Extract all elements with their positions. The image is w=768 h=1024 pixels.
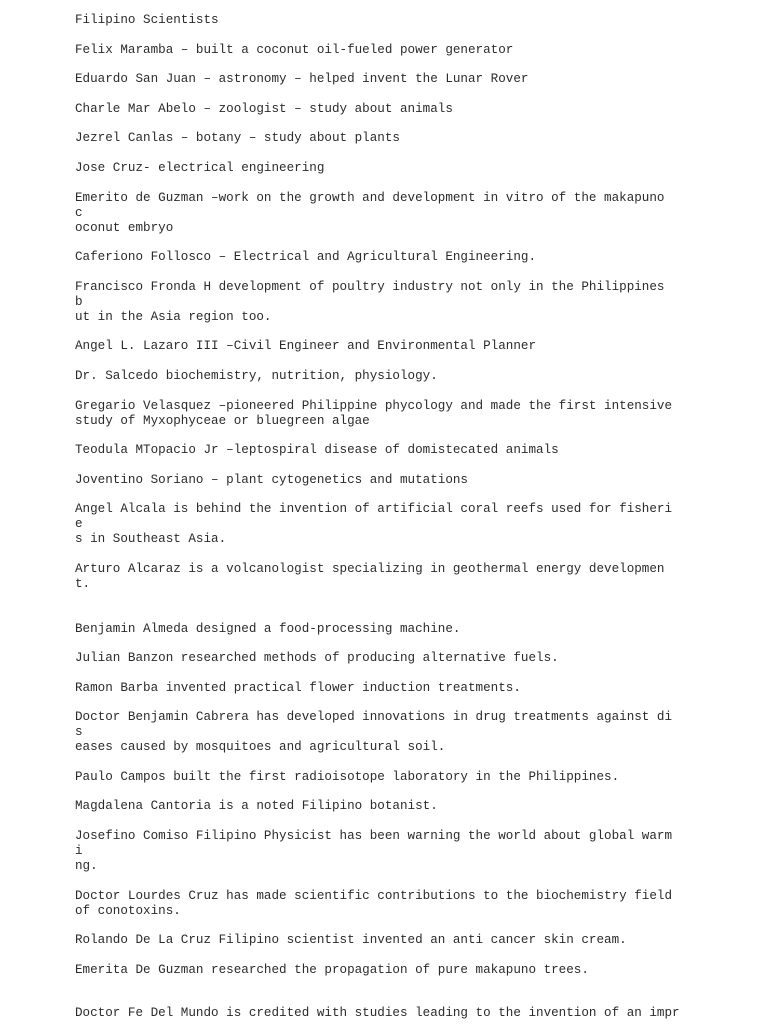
entry-line: Emerito de Guzman –work on the growth and development in vitro of the makapuno c oconut embryo — [75, 190, 665, 235]
entry-line: Doctor Lourdes Cruz has made scientific contributions to the biochemistry field of conotoxins. — [75, 888, 673, 918]
entry-line: Angel L. Lazaro III –Civil Engineer and Environmental Planner — [75, 339, 537, 354]
entry-line: Charle Mar Abelo – zoologist – study about animals — [75, 101, 453, 116]
entry-line: Eduardo San Juan – astronomy – helped invent the Lunar Rover — [75, 72, 529, 87]
entry-line: Francisco Fronda H development of poultry industry not only in the Philippines b ut in the Asia region too. — [75, 279, 665, 324]
document-title: Filipino Scientists — [75, 13, 219, 27]
entry-line: Ramon Barba invented practical flower induction treatments. — [75, 680, 521, 695]
entry-line: Caferiono Follosco – Electrical and Agricultural Engineering. — [75, 250, 537, 265]
entry-line: Emerita De Guzman researched the propagation of pure makapuno trees. — [75, 962, 589, 977]
entry-line: Benjamin Almeda designed a food-processing machine. — [75, 621, 461, 636]
entry-line: Jose Cruz- electrical engineering — [75, 160, 325, 175]
entry-line: Paulo Campos built the first radioisotope laboratory in the Philippines. — [75, 769, 620, 784]
entry-line: Jezrel Canlas – botany – study about plants — [75, 131, 400, 146]
entry-line: Magdalena Cantoria is a noted Filipino botanist. — [75, 799, 438, 814]
entry-line: Felix Maramba – built a coconut oil-fueled power generator — [75, 42, 514, 57]
truncated-entry-line: Doctor Fe Del Mundo is credited with studies leading to the invention of an impr — [75, 1006, 680, 1020]
document-body — [75, 13, 675, 992]
entry-line: Angel Alcala is behind the invention of artificial coral reefs used for fisherie s in Southeast Asia. — [75, 502, 673, 547]
entry-line: Dr. Salcedo biochemistry, nutrition, physiology. — [75, 368, 438, 383]
entry-line: Julian Banzon researched methods of producing alternative fuels. — [75, 651, 559, 666]
entry-line: Gregario Velasquez –pioneered Philippine phycology and made the first intensive study of Myxophyceae or bluegreen algae — [75, 398, 673, 428]
entry-line: Arturo Alcaraz is a volcanologist specializing in geothermal energy development. — [75, 561, 665, 591]
entry-line: Josefino Comiso Filipino Physicist has been warning the world about global warmi ng. — [75, 829, 673, 874]
entry-line: Teodula MTopacio Jr –leptospiral disease of domistecated animals — [75, 443, 559, 458]
entry-line: Doctor Benjamin Cabrera has developed innovations in drug treatments against dis eases caused by mosquitoes and agricultural soil. — [75, 710, 673, 755]
entry-line: Rolando De La Cruz Filipino scientist invented an anti cancer skin cream. — [75, 933, 627, 948]
entry-line: Joventino Soriano – plant cytogenetics and mutations — [75, 472, 468, 487]
